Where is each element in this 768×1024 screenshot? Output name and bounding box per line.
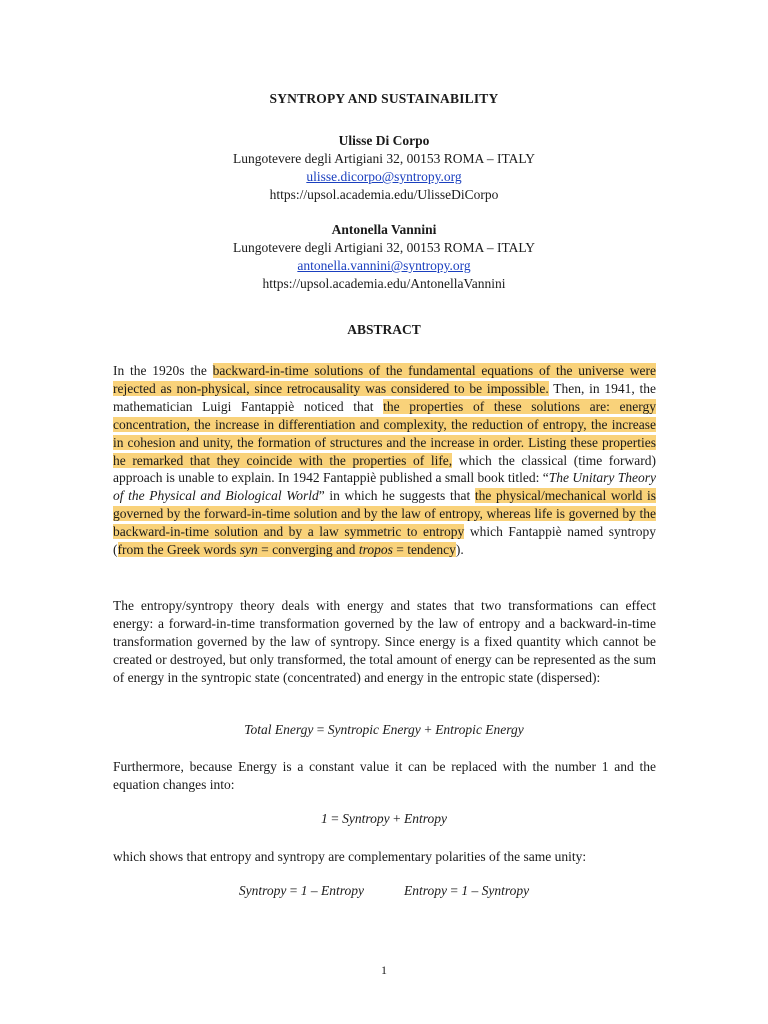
- abstract-paragraph-1: [113, 362, 656, 559]
- author-url: https://upsol.academia.edu/AntonellaVannini: [262, 276, 506, 291]
- equation-unity: [0, 811, 768, 827]
- term-tropos: tropos: [358, 542, 393, 558]
- highlighted-text: the physical/mechanical world is governed by the forward-in-time solution and by the law of entropy, whereas life is governed by the backward-in-time solution and by a law symmetric to entropy: [113, 488, 656, 540]
- author-block-2: [0, 221, 768, 293]
- author-name: Ulisse Di Corpo: [338, 133, 430, 148]
- eq-operator: +: [420, 722, 436, 737]
- author-block-1: [0, 132, 768, 204]
- eq-operator: =: [327, 811, 343, 826]
- abstract-paragraph-3: Furthermore, because Energy is a constant value it can be replaced with the number 1 and the equation changes into:: [113, 759, 656, 792]
- text-run: = tendency: [392, 542, 456, 558]
- eq-term: Syntropy: [238, 883, 287, 898]
- eq-operator: +: [389, 811, 404, 826]
- eq-term: Entropy: [404, 883, 447, 898]
- author-address: Lungotevere degli Artigiani 32, 00153 ROMA – ITALY: [232, 151, 536, 166]
- author-address: Lungotevere degli Artigiani 32, 00153 ROMA – ITALY: [232, 240, 536, 255]
- book-title: The Unitary Theory of the Physical and Biological World: [113, 470, 656, 504]
- eq-operator: =: [447, 883, 462, 898]
- highlighted-text: the properties of these solutions are: energy concentration, the increase in differentiation and complexity, the reduction of entropy, the increase in cohesion and unity, the formation of structures and the increase in order. Listing these properties he remarked that they coincide with the properties of life,: [113, 398, 656, 468]
- text-run: Then, in 1941, the mathematician Luigi Fantappiè noticed that: [113, 380, 656, 414]
- eq-operator: =: [313, 722, 328, 737]
- text-run: ).: [455, 542, 464, 558]
- eq-term: 1 – Entropy: [300, 883, 364, 898]
- eq-term: Total Energy: [244, 722, 314, 737]
- eq-term: Syntropy: [342, 811, 390, 826]
- text-run: from the Greek words: [117, 542, 240, 558]
- author-name: Antonella Vannini: [331, 222, 437, 237]
- eq-term: Syntropic Energy: [327, 722, 421, 737]
- author-email-link[interactable]: antonella.vannini@syntropy.org: [297, 258, 471, 273]
- text-run: ” in which he suggests that: [318, 488, 475, 504]
- text-run: = converging and: [257, 542, 359, 558]
- author-url: https://upsol.academia.edu/UlisseDiCorpo: [269, 187, 499, 202]
- term-syn: syn: [239, 542, 258, 558]
- eq-term: 1 – Syntropy: [461, 883, 530, 898]
- equation-complementary: [0, 883, 768, 899]
- equation-total-energy: [0, 722, 768, 738]
- paper-title: SYNTROPY AND SUSTAINABILITY: [269, 91, 499, 106]
- eq-term: Entropic Energy: [435, 722, 524, 737]
- eq-term: 1: [321, 811, 328, 826]
- abstract-heading: ABSTRACT: [347, 322, 421, 337]
- abstract-paragraph-2: The entropy/syntropy theory deals with energy and states that two transformations can effect energy: a forward-in-time transformation governed by the law of entropy and a backward-in-time transformation governed by the law of syntropy. Since energy is a fixed quantity which cannot be created or destroyed, but only transformed, the total amount of energy can be represented as the sum of energy in the syntropic state (concentrated) and energy in the entropic state (dispersed):: [113, 598, 656, 685]
- author-email-link[interactable]: ulisse.dicorpo@syntropy.org: [306, 169, 462, 184]
- eq-term: Entropy: [404, 811, 447, 826]
- eq-operator: =: [286, 883, 301, 898]
- abstract-paragraph-4: which shows that entropy and syntropy are complementary polarities of the same unity:: [113, 849, 587, 864]
- text-run: In the 1920s the: [113, 363, 213, 378]
- page-number: 1: [381, 963, 387, 977]
- text-run: which Fantappiè named syntropy (: [113, 524, 656, 558]
- highlighted-text: [118, 542, 456, 557]
- text-run: which the classical (time forward) approach is unable to explain. In 1942 Fantappiè published a small book titled: “: [113, 452, 656, 486]
- highlighted-text: backward-in-time solutions of the fundamental equations of the universe were rejected as non-physical, since retrocausality was considered to be impossible.: [113, 363, 656, 396]
